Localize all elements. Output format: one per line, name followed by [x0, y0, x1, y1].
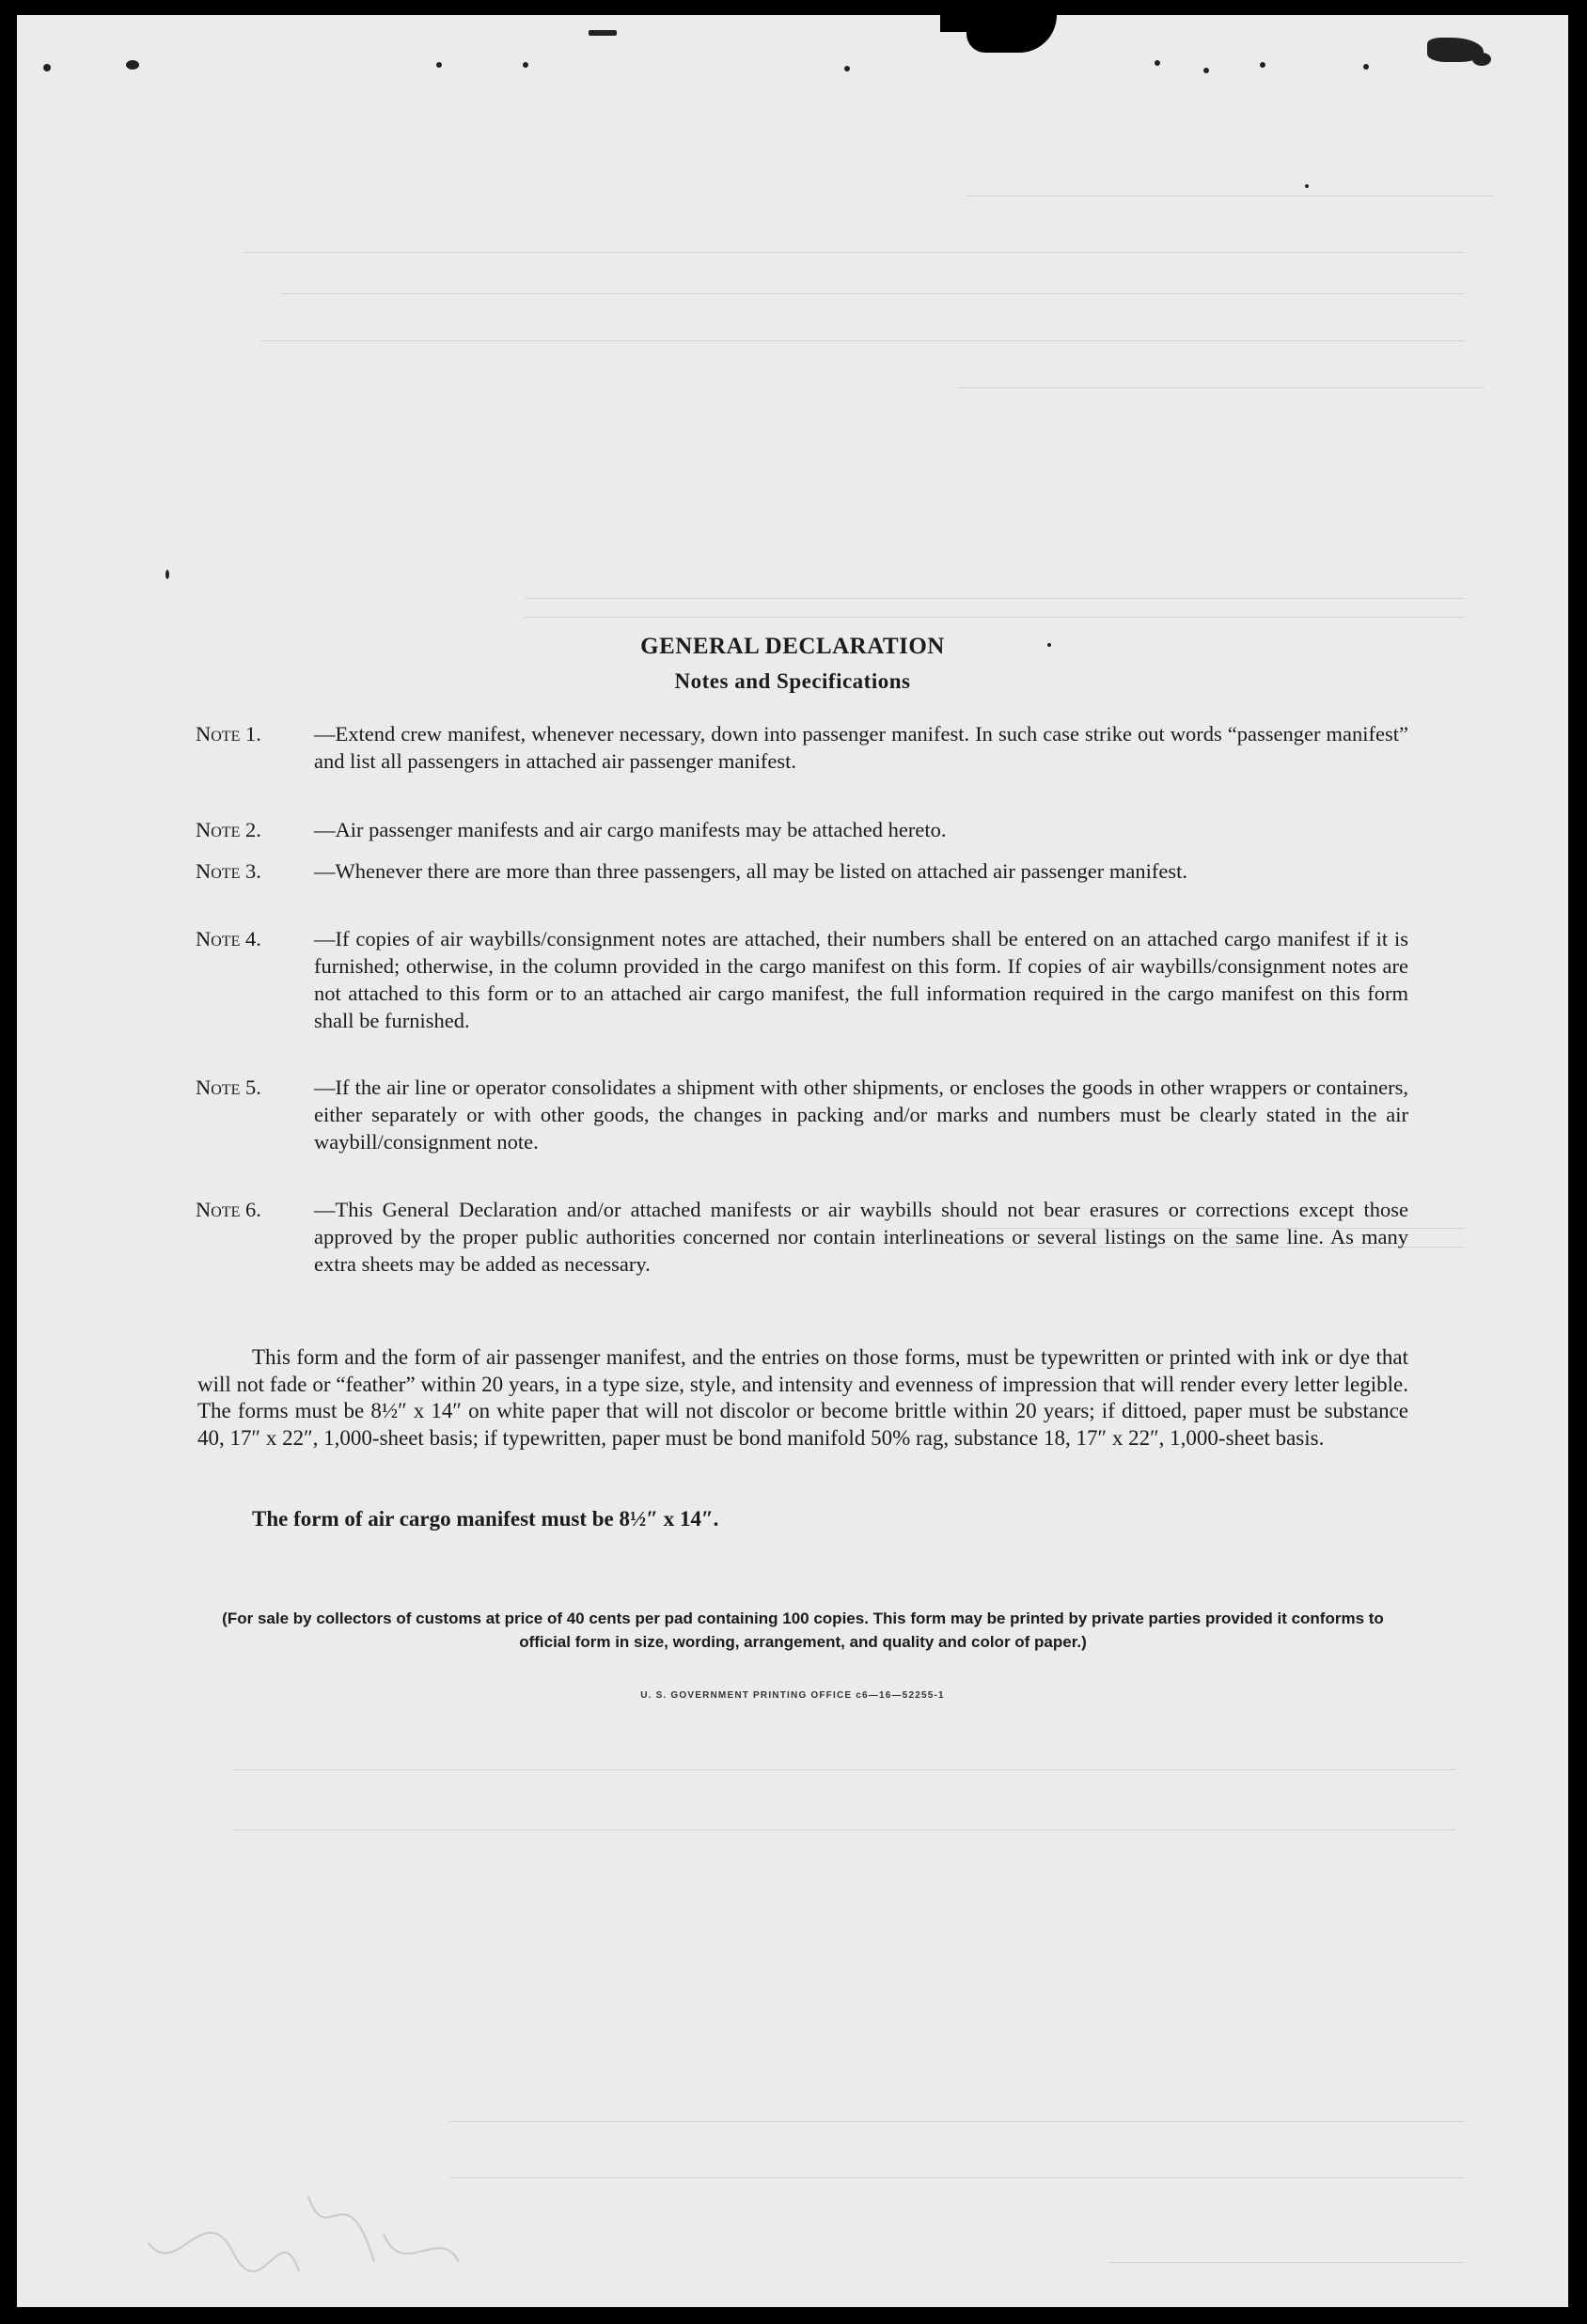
bleed-through-signature: [139, 2140, 478, 2290]
note-text: —Whenever there are more than three passengers, all may be listed on attached air passenger manifest.: [314, 859, 1187, 883]
note-label: Note 6.: [196, 1198, 261, 1221]
note-5: [196, 1074, 1408, 1155]
printer-imprint: U. S. GOVERNMENT PRINTING OFFICE c6—16—52255-1: [640, 1690, 945, 1701]
note-6: [196, 1196, 1408, 1278]
note-label: Note 3.: [196, 859, 261, 883]
note-label: Note 1.: [196, 722, 261, 746]
top-left-edge-tear: [940, 15, 968, 32]
page-title: GENERAL DECLARATION: [640, 634, 945, 659]
sale-notice: (For sale by collectors of customs at price of 40 cents per pad containing 100 copies. This form may be printed by private parties provided it conforms to official form in size, wording, arrangement, and quality and color of paper.): [222, 1610, 1384, 1651]
note-2: [196, 816, 1408, 843]
note-4: [196, 925, 1408, 1034]
page-subtitle: Notes and Specifications: [674, 669, 911, 693]
specification-paragraph: This form and the form of air passenger manifest, and the entries on those forms, must be typewritten or printed with ink or dye that will not fade or “feather” within 20 years, in a type size, style, and intensity and evenness of impression that will render every letter legible. The forms must be 8½″ x 14″ on white paper that will not discolor or become brittle within 20 years; if dittoed, paper must be substance 40, 17″ x 22″, 1,000-sheet basis; if typewritten, paper must be bond manifold 50% rag, substance 18, 17″ x 22″, 1,000-sheet basis.: [197, 1345, 1408, 1450]
top-edge-tear: [966, 15, 1057, 53]
note-label: Note 2.: [196, 818, 261, 841]
note-1: [196, 720, 1408, 775]
note-text: —If copies of air waybills/consignment notes are attached, their numbers shall be entered on an attached cargo manifest if it is furnished; otherwise, in the column provided in the cargo manifest on this form. If copies of air waybills/consignment notes are not attached to this form or to an attached air cargo manifest, the full information required in the cargo manifest on this form shall be furnished.: [314, 927, 1408, 1032]
note-label: Note 4.: [196, 927, 261, 950]
note-text: —If the air line or operator consolidates a shipment with other shipments, or encloses the goods in other wrappers or containers, either separately or with other goods, the changes in packing and/or marks and numbers must be clearly stated in the air waybill/consignment note.: [314, 1076, 1408, 1154]
note-text: —This General Declaration and/or attached manifests or air waybills should not bear erasures or corrections except those approved by the proper public authorities concerned nor contain interlineations or several listings on the same line. As many extra sheets may be added as necessary.: [314, 1198, 1408, 1276]
cargo-form-size-line: The form of air cargo manifest must be 8½″ x 14″.: [252, 1507, 719, 1531]
note-text: —Extend crew manifest, whenever necessary, down into passenger manifest. In such case strike out words “passenger manifest” and list all passengers in attached air passenger manifest.: [314, 722, 1408, 773]
note-text: —Air passenger manifests and air cargo manifests may be attached hereto.: [314, 818, 947, 841]
note-3: [196, 857, 1408, 885]
document-page: [17, 15, 1568, 2307]
note-label: Note 5.: [196, 1076, 261, 1099]
